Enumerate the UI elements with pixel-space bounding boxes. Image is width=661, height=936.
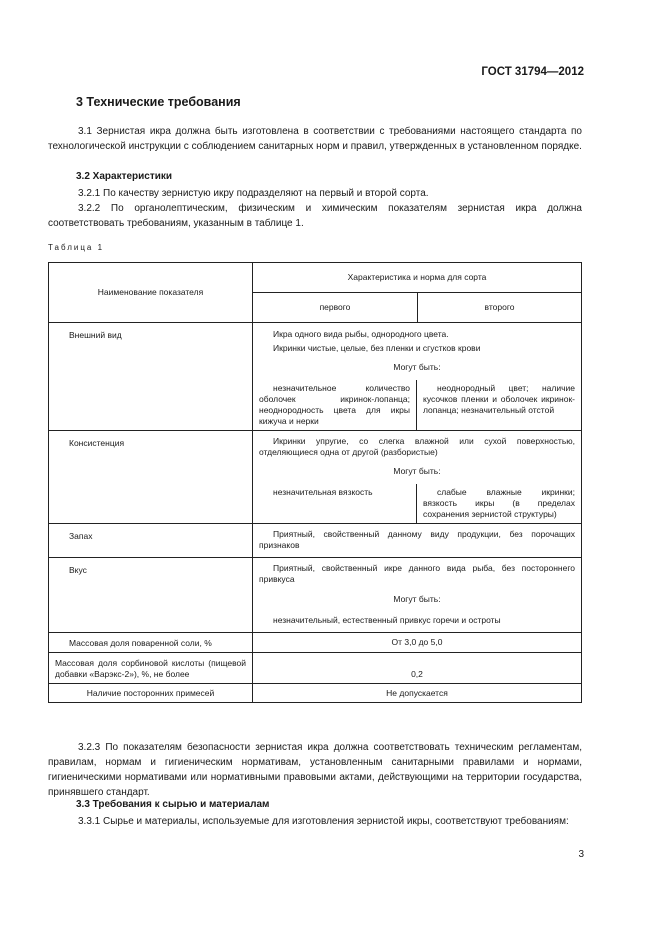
appearance-may-be: Могут быть:	[393, 362, 441, 372]
paragraph-3-2-1: 3.2.1 По качеству зернистую икру подразделяют на первый и второй сорта.	[78, 188, 429, 199]
paragraph-3-2-2: 3.2.2 По органолептическим, физическим и химическим показателям зернистая икра должна соответствовать требованиям, указанным в таблице 1.	[48, 203, 582, 229]
header-indicator: Наименование показателя	[49, 263, 253, 323]
row-value-smell	[253, 524, 582, 558]
subsection-3-3-title: 3.3 Требования к сырью и материалам	[76, 799, 270, 810]
header-characteristic: Характеристика и норма для сорта	[253, 263, 582, 293]
table-row	[49, 653, 582, 684]
appearance-line1: Икра одного вида рыбы, однородного цвета.	[273, 329, 449, 339]
requirements-table	[48, 262, 582, 703]
appearance-first-grade: незначительное количество оболочек икринок-лопанца; неоднородность цвета для икры кижуча и нерки	[253, 380, 417, 430]
row-name-appearance: Внешний вид	[49, 323, 253, 431]
taste-line1: Приятный, свойственный икре данного вида рыба, без постороннего привкуса	[259, 563, 575, 584]
smell-line1: Приятный, свойственный данному виду продукции, без порочащих признаков	[259, 529, 575, 550]
row-name-taste: Вкус	[49, 558, 253, 633]
paragraph-3-1: 3.1 Зернистая икра должна быть изготовлена в соответствии с требованиями настоящего стандарта по технологической инструкции с соблюдением санитарных норм и правил, утвержденных в установленном порядке.	[48, 126, 582, 152]
consistency-first-grade: незначительная вязкость	[253, 484, 417, 523]
row-value-taste	[253, 558, 582, 633]
appearance-second-grade: неоднородный цвет; наличие кусочков пленки и оболочек икринок-лопанца; незначительный отстой	[423, 383, 575, 415]
row-name-impurities: Наличие посторонних примесей	[49, 684, 253, 703]
appearance-line2: Икринки чистые, целые, без пленки и сгустков крови	[273, 343, 481, 353]
header-first-grade: первого	[253, 293, 418, 323]
taste-may-be: Могут быть:	[393, 594, 441, 604]
row-name-sorbic-acid: Массовая доля сорбиновой кислоты (пищевой добавки «Варэкс-2»), %, не более	[49, 653, 253, 684]
table-row	[49, 323, 582, 431]
consistency-line1: Икринки упругие, со слегка влажной или сухой поверхностью, отделяющиеся одна от другой (разбористые)	[259, 436, 575, 457]
row-value-sorbic-acid: 0,2	[253, 653, 582, 684]
table-row	[49, 431, 582, 524]
row-value-consistency	[253, 431, 582, 524]
row-value-impurities: Не допускается	[253, 684, 582, 703]
header-second-grade: второго	[418, 293, 582, 323]
section-title: 3 Технические требования	[76, 95, 241, 109]
paragraph-3-2-3: 3.2.3 По показателям безопасности зернистая икра должна соответствовать техническим регламентам, правилам, нормам и гигиеническим нормативам, установленным санитарными правилами и нормами, гигиеническими нормативами или нормативными правовыми актами, действующими на территории государства, принявшего стандарт.	[48, 742, 582, 798]
taste-line2: незначительный, естественный привкус горечи и остроты	[273, 615, 501, 625]
row-value-appearance	[253, 323, 582, 431]
document-code: ГОСТ 31794—2012	[481, 66, 584, 78]
consistency-may-be: Могут быть:	[393, 466, 441, 476]
paragraph-3-3-1: 3.3.1 Сырье и материалы, используемые для изготовления зернистой икры, соответствуют требованиям:	[78, 816, 569, 827]
row-value-salt: От 3,0 до 5,0	[253, 633, 582, 653]
row-name-consistency: Консистенция	[49, 431, 253, 524]
consistency-second-grade: слабые влажные икринки; вязкость икры (в пределах сохранения зернистой структуры)	[423, 487, 575, 519]
table-row	[49, 558, 582, 633]
page-number: 3	[578, 849, 584, 860]
row-name-salt: Массовая доля поваренной соли, %	[49, 633, 253, 653]
table-caption: Таблица 1	[48, 243, 105, 252]
table-row	[49, 684, 582, 703]
table-row	[49, 633, 582, 653]
subsection-3-2-title: 3.2 Характеристики	[76, 171, 173, 182]
table-row	[49, 524, 582, 558]
row-name-smell: Запах	[49, 524, 253, 558]
